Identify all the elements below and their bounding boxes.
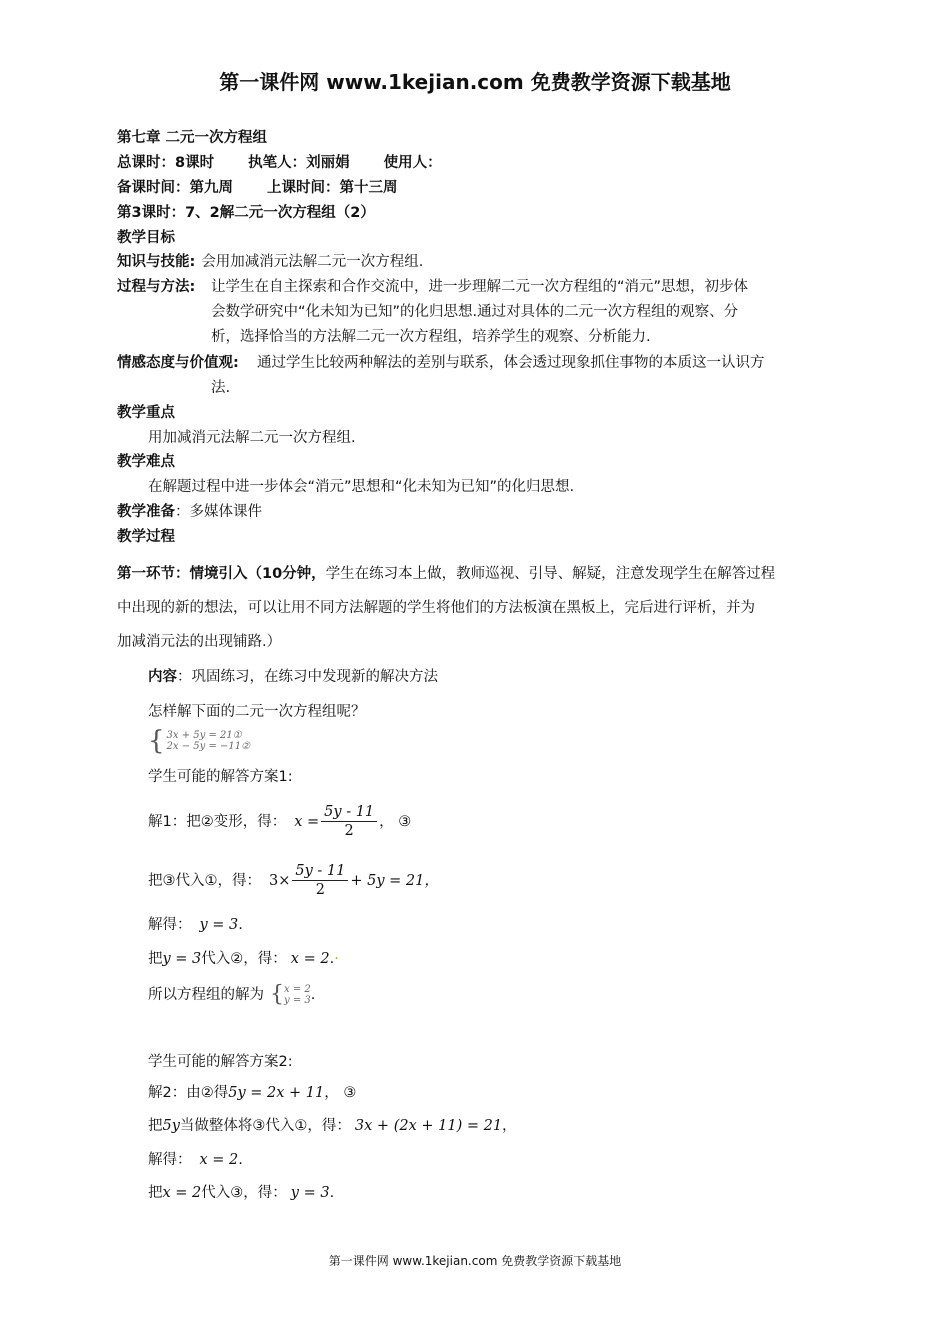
plan1-step1: 解1：把②变形，得： x = $\frac{5y - 11}{2}$ ， ③: [148, 804, 412, 839]
question: 怎样解下面的二元一次方程组呢？: [148, 704, 366, 720]
knowledge-goal: [117, 252, 423, 272]
stage1-lead: 第一环节：情境引入（10分钟，: [117, 566, 326, 582]
chapter-title: 第七章 二元一次方程组: [117, 130, 268, 146]
process-label: 过程与方法:: [117, 279, 196, 295]
content-label: 内容: [148, 669, 177, 685]
solution-y: y = 3: [284, 995, 311, 1006]
plan2-step3: 解得： x = 2.: [148, 1152, 243, 1168]
total-hours: 总课时：8课时: [117, 155, 215, 171]
equation-system: [148, 728, 250, 754]
left-brace-icon: {: [270, 982, 284, 1007]
plan2-step2: 把5y当做整体将③代入①，得： 3x + (2x + 11) = 21，: [148, 1118, 517, 1134]
system-eq-2: 2x − 5y = −11②: [166, 741, 251, 752]
plan1-step4: 把y = 3代入②，得： x = 2.·: [148, 951, 339, 967]
emotion-line: 通过学生比较两种解法的差别与联系，体会透过现象抓住事物的本质这一认识方: [257, 355, 765, 371]
knowledge-text: 会用加减消元法解二元一次方程组.: [201, 254, 424, 270]
difficulty-heading: 教学难点: [117, 454, 175, 470]
prep-time: 备课时间：第九周: [117, 180, 233, 196]
fraction: $\frac{5y - 11}{2}$: [292, 862, 348, 899]
page-footer: 第一课件网 www.1kejian.com 免费教学资源下载基地: [328, 1254, 622, 1268]
meta-line-2: [117, 178, 398, 198]
process-line: 会数学研究中“化未知为已知”的化归思想.通过对具体的二元一次方程组的观察、分: [211, 304, 739, 320]
left-brace-icon: {: [148, 726, 165, 756]
hint-mark-icon: ·: [334, 951, 339, 967]
page-header: 第一课件网 www.1kejian.com 免费教学资源下载基地: [219, 70, 731, 94]
solution-x: x = 2: [284, 984, 311, 995]
key-text: 用加减消元法解二元一次方程组.: [148, 430, 356, 446]
stage1-paragraph: [117, 557, 837, 659]
knowledge-label: 知识与技能:: [117, 254, 196, 270]
fraction: $\frac{5y - 11}{2}$: [321, 803, 377, 840]
lesson-title: 第3课时：7、2解二元一次方程组（2）: [117, 205, 375, 221]
key-heading: 教学重点: [117, 405, 175, 421]
stage1-line: 加减消元法的出现铺路.）: [117, 634, 282, 650]
prep-line: [117, 502, 262, 522]
process-line: 析，选择恰当的方法解二元一次方程组，培养学生的观察、分析能力.: [211, 329, 651, 345]
goals-heading: 教学目标: [117, 230, 175, 246]
stage1-line: 学生在练习本上做，教师巡视、引导、解疑，注意发现学生在解答过程: [325, 566, 776, 582]
stage1-line: 中出现的新的想法，可以让用不同方法解题的学生将他们的方法板演在黑板上，完后进行评析，并为: [117, 600, 755, 616]
system-eq-1: 3x + 5y = 21①: [166, 730, 242, 741]
difficulty-text: 在解题过程中进一步体会“消元”思想和“化未知为已知”的化归思想.: [148, 479, 575, 495]
prep-text: ：多媒体课件: [175, 504, 262, 520]
emotion-label: 情感态度与价值观:: [117, 355, 239, 371]
plan1-step3: 解得： y = 3.: [148, 917, 243, 933]
teach-time: 上课时间：第十三周: [267, 180, 398, 196]
plan1-title: 学生可能的解答方案1:: [148, 769, 293, 785]
content-line: [148, 667, 438, 687]
plan1-step5: 所以方程组的解为 { x = 2 y = 3 .: [148, 982, 316, 1007]
process-heading: 教学过程: [117, 529, 175, 545]
prep-label: 教学准备: [117, 504, 175, 520]
plan2-step4: 把x = 2代入③，得： y = 3.: [148, 1185, 335, 1201]
plan1-step2: 把③代入①，得： 3× $\frac{5y - 11}{2}$ + 5y = 21，: [148, 863, 439, 898]
meta-line-1: [117, 153, 442, 173]
content-text: ：巩固练习，在练习中发现新的解决方法: [177, 669, 438, 685]
process-line: 让学生在自主探索和合作交流中，进一步理解二元一次方程组的“消元”思想，初步体: [211, 279, 749, 295]
plan2-step1: 解2：由②得5y = 2x + 11， ③: [148, 1085, 357, 1101]
plan2-title: 学生可能的解答方案2:: [148, 1054, 293, 1070]
user: 使用人：: [383, 155, 442, 171]
emotion-line: 法.: [211, 380, 231, 396]
author: 执笔人：刘丽娟: [248, 155, 350, 171]
